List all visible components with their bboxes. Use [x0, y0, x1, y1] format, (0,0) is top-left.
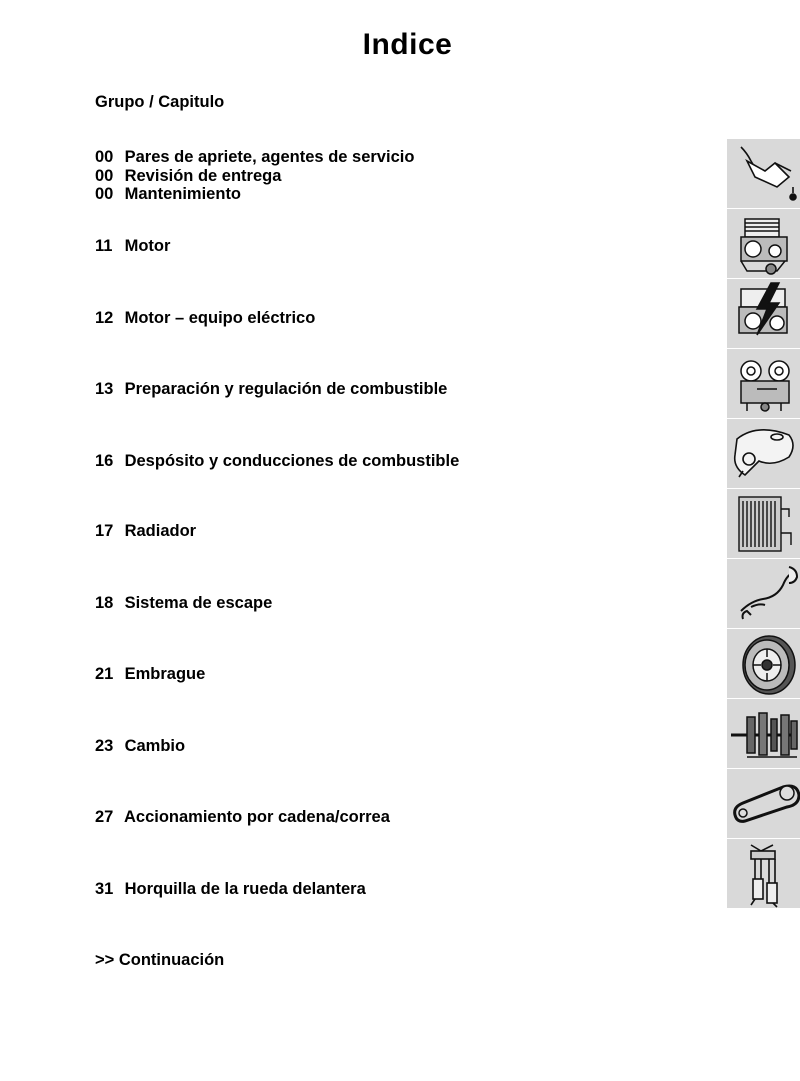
- toc-entry-31[interactable]: [95, 880, 366, 899]
- chapter-code: 11: [95, 237, 113, 255]
- chapter-label: Revisión de entrega: [124, 166, 282, 185]
- toc-entry-12[interactable]: [95, 309, 315, 328]
- chapter-code: 16: [95, 452, 114, 470]
- continuation-link[interactable]: >> Continuación: [95, 951, 225, 969]
- chapter-label: Despósito y conducciones de combustible: [124, 452, 460, 470]
- toc-entry-17[interactable]: [95, 522, 196, 541]
- column-heading: Grupo / Capitulo: [95, 93, 225, 111]
- chapter-code: 17: [95, 522, 114, 540]
- chain-drive-icon[interactable]: [727, 769, 800, 839]
- chapter-code: 21: [95, 665, 114, 683]
- toc-line[interactable]: [95, 185, 414, 204]
- toc-entry-16[interactable]: [95, 452, 459, 471]
- gearbox-icon[interactable]: [727, 699, 800, 769]
- chapter-thumbnail-strip: [727, 139, 800, 909]
- chapter-label: Cambio: [124, 737, 186, 755]
- chapter-label: Preparación y regulación de combustible: [124, 380, 448, 398]
- chapter-label: Motor – equipo eléctrico: [124, 309, 316, 327]
- chapter-code: 00: [95, 185, 114, 203]
- chapter-label: Motor: [124, 237, 171, 255]
- toc-entry-21[interactable]: [95, 665, 205, 684]
- chapter-label: Sistema de escape: [124, 594, 273, 612]
- exhaust-icon[interactable]: [727, 559, 800, 629]
- chapter-code: 23: [95, 737, 114, 755]
- toc-entry-11[interactable]: [95, 237, 170, 256]
- fuel-tank-icon[interactable]: [727, 419, 800, 489]
- chapter-code: 13: [95, 380, 114, 398]
- toc-entry-27[interactable]: [95, 808, 390, 827]
- chapter-label: Mantenimiento: [124, 185, 242, 203]
- toc-entry-13[interactable]: [95, 380, 447, 399]
- toc-entry-00[interactable]: [95, 148, 414, 204]
- chapter-label: Horquilla de la rueda delantera: [124, 880, 366, 898]
- carburetor-icon[interactable]: [727, 349, 800, 419]
- oil-can-icon[interactable]: [727, 139, 800, 209]
- page-title: Indice: [362, 28, 453, 61]
- chapter-label: Pares de apriete, agentes de servicio: [124, 148, 415, 166]
- chapter-code: 00: [95, 148, 114, 166]
- chapter-code: 18: [95, 594, 114, 612]
- engine-electrical-icon[interactable]: [727, 279, 800, 349]
- chapter-code: 12: [95, 309, 114, 327]
- engine-icon[interactable]: [727, 209, 800, 279]
- toc-entry-23[interactable]: [95, 737, 185, 756]
- chapter-label: Embrague: [124, 665, 206, 683]
- toc-line[interactable]: [95, 167, 414, 186]
- chapter-code: 27: [95, 808, 114, 826]
- toc-line[interactable]: [95, 148, 414, 167]
- chapter-label: Accionamiento por cadena/correa: [123, 808, 390, 826]
- chapter-label: Radiador: [124, 522, 197, 540]
- chapter-code: 00: [95, 166, 114, 185]
- chapter-code: 31: [95, 880, 114, 898]
- toc-entry-18[interactable]: [95, 594, 272, 613]
- clutch-icon[interactable]: [727, 629, 800, 699]
- radiator-icon[interactable]: [727, 489, 800, 559]
- front-fork-icon[interactable]: [727, 839, 800, 909]
